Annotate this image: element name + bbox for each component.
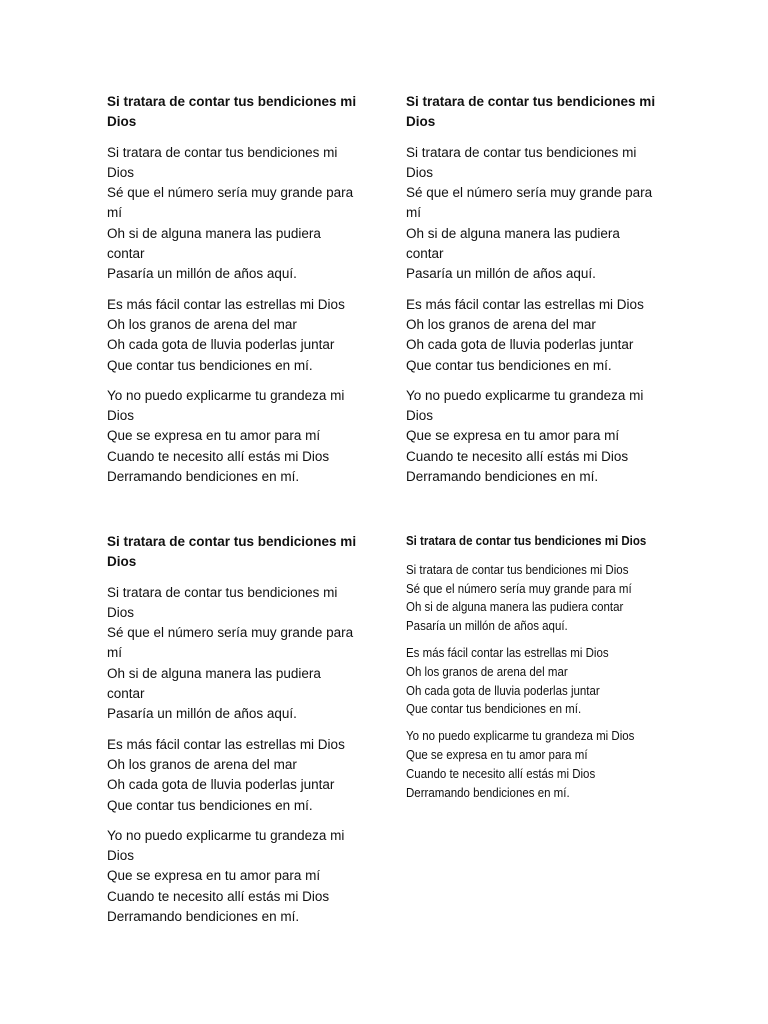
lyric-line: Que contar tus bendiciones en mí. xyxy=(406,357,612,373)
lyric-line: Que contar tus bendiciones en mí. xyxy=(107,357,313,373)
lyric-line: Que contar tus bendiciones en mí. xyxy=(107,797,313,813)
lyric-line: contar xyxy=(107,246,145,262)
lyric-line: Dios xyxy=(107,408,135,424)
stanza xyxy=(406,295,666,376)
lyric-line: mí xyxy=(107,645,122,661)
lyric-line: Dios xyxy=(406,164,434,180)
lyric-line: Oh cada gota de lluvia poderlas juntar xyxy=(406,337,634,353)
lyric-line: Sé que el número sería muy grande para xyxy=(406,185,653,201)
lyric-line: Dios xyxy=(107,604,135,620)
lyric-line: Que contar tus bendiciones en mí. xyxy=(406,702,582,717)
stanza xyxy=(107,295,367,376)
lyric-line: Oh si de alguna manera las pudiera xyxy=(107,665,321,681)
lyric-line: Cuando te necesito allí estás mi Dios xyxy=(107,448,330,464)
lyric-line: Dios xyxy=(107,164,135,180)
lyric-line: Pasaría un millón de años aquí. xyxy=(406,266,596,282)
lyric-line: Pasaría un millón de años aquí. xyxy=(406,619,568,634)
stanza xyxy=(107,386,367,487)
lyric-line: Que se expresa en tu amor para mí xyxy=(406,428,620,444)
lyric-line: Oh cada gota de lluvia poderlas juntar xyxy=(107,337,335,353)
lyric-line: Si tratara de contar tus bendiciones mi xyxy=(107,144,338,160)
song-title xyxy=(107,532,367,573)
stanza xyxy=(107,583,367,725)
lyric-line: Es más fácil contar las estrellas mi Dios xyxy=(107,296,345,312)
lyric-line: Si tratara de contar tus bendiciones mi xyxy=(107,584,338,600)
lyric-line: Yo no puedo explicarme tu grandeza mi Dios xyxy=(406,729,635,744)
lyric-line: Es más fácil contar las estrellas mi Dios xyxy=(406,296,644,312)
lyric-line: Oh si de alguna manera las pudiera xyxy=(107,225,321,241)
lyric-line: Derramando bendiciones en mí. xyxy=(107,909,300,925)
stanza xyxy=(406,561,654,636)
stanza xyxy=(406,386,666,487)
lyric-line: Derramando bendiciones en mí. xyxy=(107,469,300,485)
lyric-line: Sé que el número sería muy grande para xyxy=(107,185,354,201)
song-title xyxy=(107,92,367,133)
lyric-line: mí xyxy=(107,205,122,221)
lyric-line: Pasaría un millón de años aquí. xyxy=(107,706,297,722)
lyric-line: Si tratara de contar tus bendiciones mi Dios xyxy=(406,562,629,577)
stanza xyxy=(406,727,654,802)
lyric-line: Cuando te necesito allí estás mi Dios xyxy=(107,888,330,904)
stanza xyxy=(406,143,666,285)
lyric-line: Pasaría un millón de años aquí. xyxy=(107,266,297,282)
title-line: Si tratara de contar tus bendiciones mi Dios xyxy=(406,534,647,548)
lyric-line: Oh cada gota de lluvia poderlas juntar xyxy=(406,683,600,698)
lyric-line: contar xyxy=(406,246,444,262)
title-line: Dios xyxy=(107,114,137,130)
lyric-line: Dios xyxy=(107,848,135,864)
lyric-line: Derramando bendiciones en mí. xyxy=(406,469,599,485)
lyric-line: Yo no puedo explicarme tu grandeza mi xyxy=(107,827,345,843)
lyric-line: Oh si de alguna manera las pudiera xyxy=(406,225,620,241)
lyric-line: Que se expresa en tu amor para mí xyxy=(107,428,321,444)
lyric-line: Es más fácil contar las estrellas mi Dios xyxy=(406,645,609,660)
stanza xyxy=(107,735,367,816)
lyrics-block-top-right xyxy=(406,92,666,497)
lyric-line: Si tratara de contar tus bendiciones mi xyxy=(406,144,637,160)
song-title xyxy=(406,532,654,551)
lyric-line: Oh los granos de arena del mar xyxy=(107,316,297,332)
lyric-line: Oh si de alguna manera las pudiera contar xyxy=(406,600,624,615)
lyric-line: Sé que el número sería muy grande para xyxy=(107,625,354,641)
lyric-line: contar xyxy=(107,686,145,702)
lyric-line: Que se expresa en tu amor para mí xyxy=(406,747,588,762)
lyric-line: Cuando te necesito allí estás mi Dios xyxy=(406,448,629,464)
lyric-line: Oh los granos de arena del mar xyxy=(406,664,568,679)
lyric-line: Oh los granos de arena del mar xyxy=(406,316,596,332)
lyric-line: Derramando bendiciones en mí. xyxy=(406,785,570,800)
stanza xyxy=(406,644,654,719)
lyric-line: Oh los granos de arena del mar xyxy=(107,756,297,772)
lyric-line: Cuando te necesito allí estás mi Dios xyxy=(406,766,596,781)
title-line: Dios xyxy=(107,554,137,570)
stanza xyxy=(107,143,367,285)
lyrics-block-bottom-right xyxy=(406,532,676,810)
lyric-line: Oh cada gota de lluvia poderlas juntar xyxy=(107,777,335,793)
lyric-line: Sé que el número sería muy grande para mí xyxy=(406,581,632,596)
song-title xyxy=(406,92,666,133)
lyric-line: Yo no puedo explicarme tu grandeza mi xyxy=(107,387,345,403)
title-line: Dios xyxy=(406,114,436,130)
lyric-line: Que se expresa en tu amor para mí xyxy=(107,868,321,884)
lyric-line: Dios xyxy=(406,408,434,424)
title-line: Si tratara de contar tus bendiciones mi xyxy=(406,94,656,109)
lyric-line: mí xyxy=(406,205,421,221)
lyric-line: Es más fácil contar las estrellas mi Dios xyxy=(107,736,345,752)
lyric-line: Yo no puedo explicarme tu grandeza mi xyxy=(406,387,644,403)
lyrics-block-top-left xyxy=(107,92,367,497)
stanza xyxy=(107,826,367,927)
title-line: Si tratara de contar tus bendiciones mi xyxy=(107,534,357,549)
lyrics-block-bottom-left xyxy=(107,532,367,937)
title-line: Si tratara de contar tus bendiciones mi xyxy=(107,94,357,109)
